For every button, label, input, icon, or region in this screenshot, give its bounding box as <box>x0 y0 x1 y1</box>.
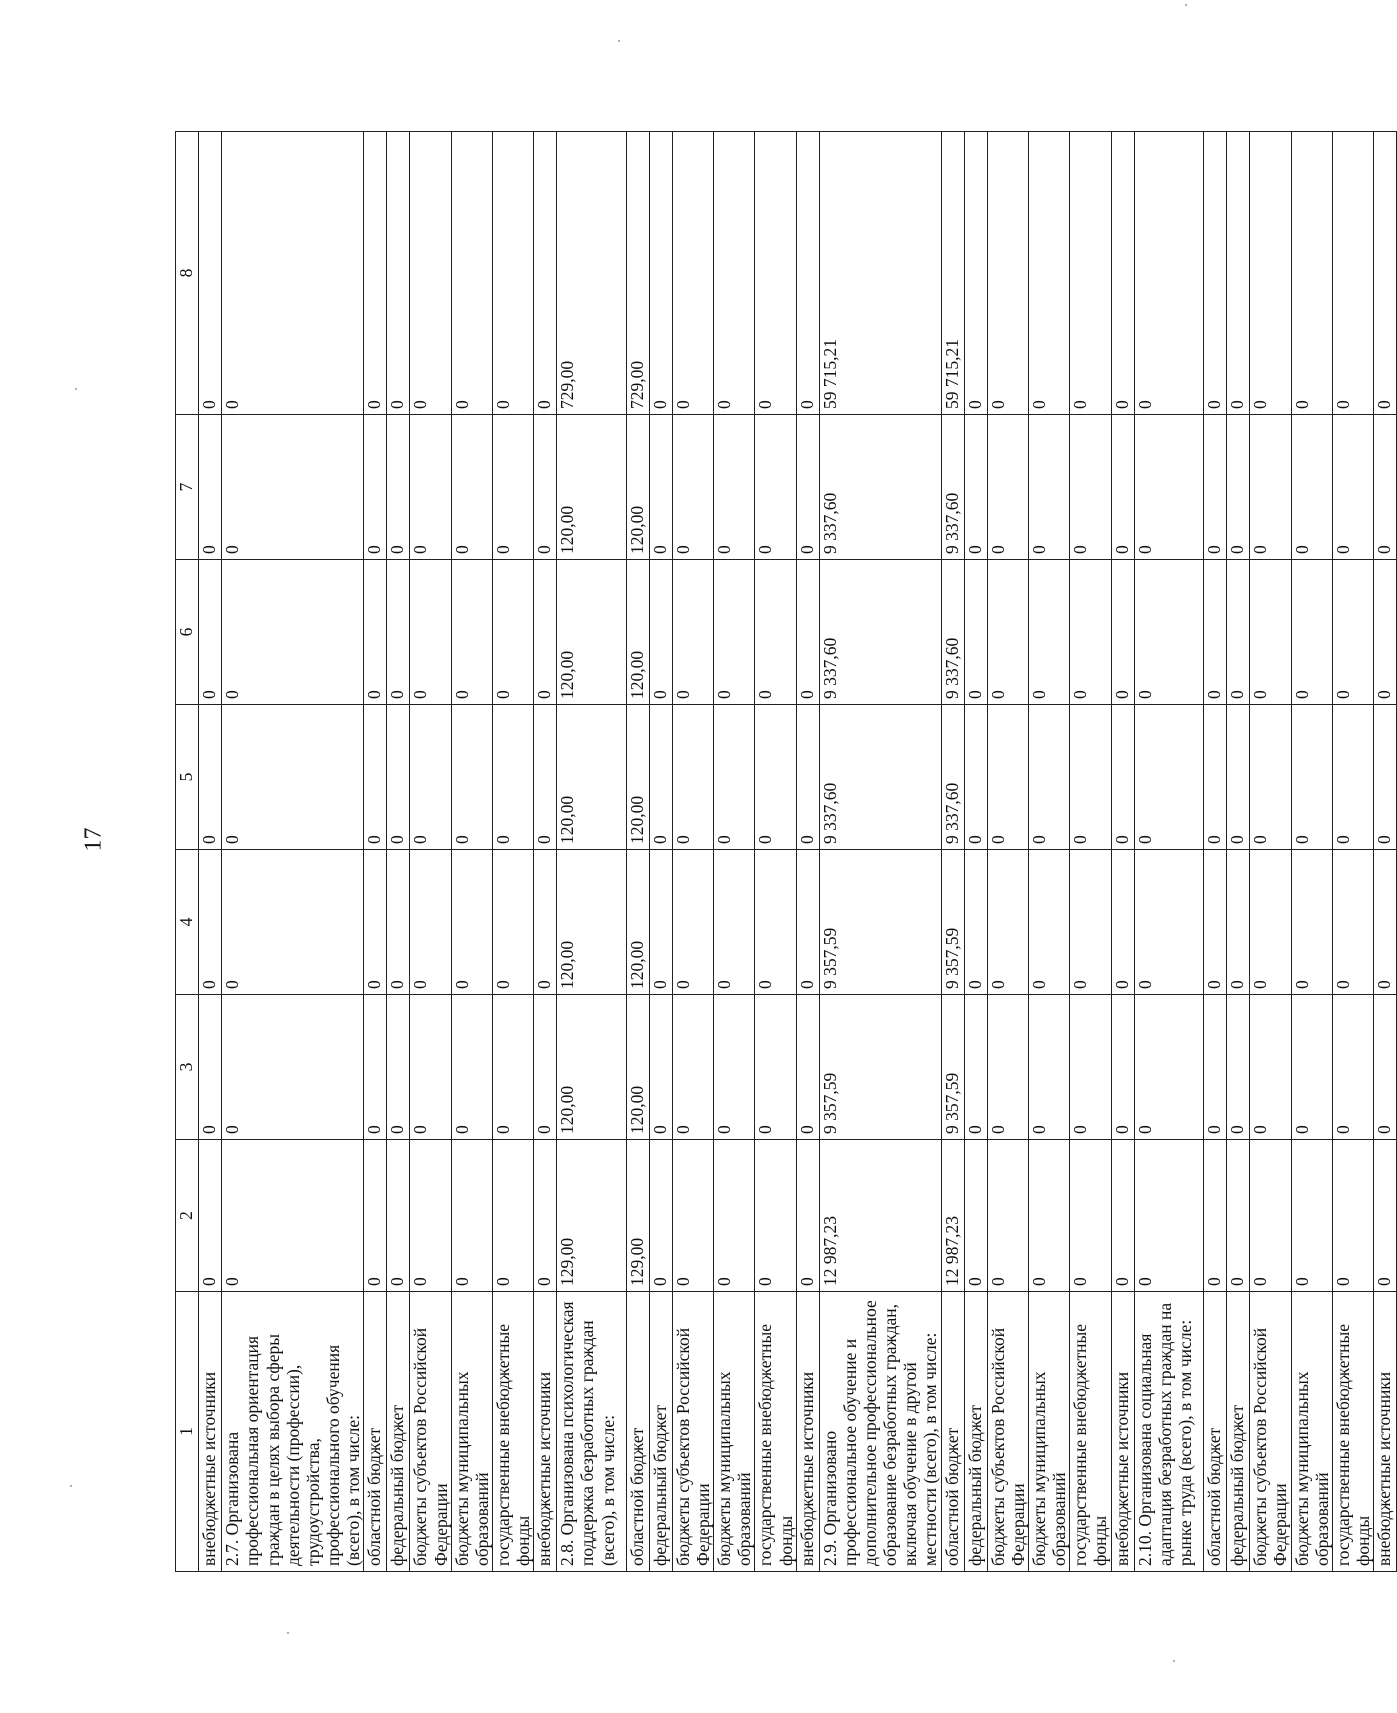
value-cell: 12 987,23 <box>819 1140 941 1292</box>
value-cell: 0 <box>199 995 222 1140</box>
value-cell: 0 <box>1070 560 1111 705</box>
value-cell: 0 <box>1134 705 1203 850</box>
table-row <box>1332 132 1373 1572</box>
value-cell: 0 <box>1227 705 1250 850</box>
value-cell: 0 <box>1250 995 1291 1140</box>
value-cell: 0 <box>649 415 672 560</box>
value-cell: 0 <box>1134 850 1203 995</box>
value-cell: 0 <box>222 560 364 705</box>
value-cell: 0 <box>964 995 987 1140</box>
value-cell: 0 <box>387 705 410 850</box>
value-cell: 0 <box>796 995 819 1140</box>
value-cell: 120,00 <box>557 850 626 995</box>
table-row <box>387 132 410 1572</box>
page-number: 17 <box>80 827 107 852</box>
value-cell: 0 <box>672 560 713 705</box>
value-cell: 0 <box>796 560 819 705</box>
value-cell: 0 <box>1134 415 1203 560</box>
table-row <box>941 132 964 1572</box>
value-cell: 9 337,60 <box>941 415 964 560</box>
value-cell: 0 <box>1111 560 1134 705</box>
value-cell: 0 <box>714 850 755 995</box>
value-cell: 0 <box>649 705 672 850</box>
column-number-header: 2 <box>176 1140 199 1292</box>
value-cell: 120,00 <box>557 560 626 705</box>
value-cell: 0 <box>199 705 222 850</box>
value-cell: 0 <box>1029 1140 1070 1292</box>
value-cell: 0 <box>451 705 492 850</box>
value-cell: 0 <box>364 995 387 1140</box>
value-cell: 0 <box>451 850 492 995</box>
row-label: 2.7. Организована профессиональная ориентация граждан в целях выбора сферы деятельности (профессии), трудоустройства, профессионального обучения (всего), в том числе: <box>222 1292 364 1572</box>
table-row <box>1227 132 1250 1572</box>
value-cell: 0 <box>410 132 451 415</box>
value-cell: 0 <box>410 705 451 850</box>
value-cell: 0 <box>987 415 1028 560</box>
value-cell: 0 <box>1204 415 1227 560</box>
value-cell: 0 <box>199 132 222 415</box>
value-cell: 120,00 <box>626 995 649 1140</box>
value-cell: 0 <box>534 560 557 705</box>
table-row <box>222 132 364 1572</box>
value-cell: 0 <box>364 705 387 850</box>
value-cell: 0 <box>755 560 796 705</box>
value-cell: 0 <box>222 850 364 995</box>
value-cell: 0 <box>1070 132 1111 415</box>
value-cell: 0 <box>1111 995 1134 1140</box>
value-cell: 0 <box>1227 415 1250 560</box>
value-cell: 0 <box>1250 1140 1291 1292</box>
value-cell: 0 <box>1070 705 1111 850</box>
row-label: государственные внебюджетные фонды <box>755 1292 796 1572</box>
value-cell: 0 <box>492 705 533 850</box>
value-cell: 120,00 <box>626 415 649 560</box>
column-number-header: 8 <box>176 132 199 415</box>
value-cell: 0 <box>1291 1140 1332 1292</box>
value-cell: 9 337,60 <box>819 705 941 850</box>
value-cell: 0 <box>1070 1140 1111 1292</box>
value-cell: 0 <box>364 415 387 560</box>
table-row <box>364 132 387 1572</box>
column-number-header: 6 <box>176 560 199 705</box>
value-cell: 0 <box>222 1140 364 1292</box>
value-cell: 0 <box>755 705 796 850</box>
value-cell: 0 <box>387 415 410 560</box>
value-cell: 0 <box>1291 850 1332 995</box>
value-cell: 0 <box>410 995 451 1140</box>
value-cell: 0 <box>796 415 819 560</box>
value-cell: 9 357,59 <box>819 850 941 995</box>
row-label: 2.10. Организована социальная адаптация безработных граждан на рынке труда (всего), в том числе: <box>1134 1292 1203 1572</box>
value-cell: 0 <box>451 995 492 1140</box>
row-label: бюджеты муниципальных образований <box>1291 1292 1332 1572</box>
value-cell: 0 <box>649 1140 672 1292</box>
value-cell: 0 <box>1250 132 1291 415</box>
value-cell: 0 <box>451 1140 492 1292</box>
row-label: бюджеты муниципальных образований <box>1029 1292 1070 1572</box>
value-cell: 129,00 <box>557 1140 626 1292</box>
value-cell: 0 <box>714 705 755 850</box>
value-cell: 0 <box>672 415 713 560</box>
value-cell: 0 <box>492 1140 533 1292</box>
value-cell: 0 <box>987 705 1028 850</box>
column-number-header: 3 <box>176 995 199 1140</box>
value-cell: 9 357,59 <box>941 995 964 1140</box>
value-cell: 120,00 <box>626 560 649 705</box>
value-cell: 0 <box>796 132 819 415</box>
value-cell: 0 <box>492 415 533 560</box>
value-cell: 0 <box>1291 132 1332 415</box>
row-label: внебюджетные источники <box>796 1292 819 1572</box>
value-cell: 0 <box>964 705 987 850</box>
value-cell: 0 <box>714 995 755 1140</box>
table-row <box>796 132 819 1572</box>
table-header-row <box>176 132 199 1572</box>
value-cell: 0 <box>1332 132 1373 415</box>
value-cell: 0 <box>1111 850 1134 995</box>
row-label: федеральный бюджет <box>387 1292 410 1572</box>
row-label: областной бюджет <box>626 1292 649 1572</box>
value-cell: 0 <box>1291 560 1332 705</box>
value-cell: 0 <box>1332 850 1373 995</box>
row-label: областной бюджет <box>941 1292 964 1572</box>
row-label: внебюджетные источники <box>199 1292 222 1572</box>
value-cell: 9 337,60 <box>941 705 964 850</box>
value-cell: 0 <box>649 132 672 415</box>
value-cell: 0 <box>964 132 987 415</box>
value-cell: 0 <box>534 850 557 995</box>
row-label: государственные внебюджетные фонды <box>1332 1292 1373 1572</box>
value-cell: 0 <box>492 132 533 415</box>
table-row <box>819 132 941 1572</box>
value-cell: 0 <box>1332 560 1373 705</box>
value-cell: 0 <box>672 1140 713 1292</box>
row-label: внебюджетные источники <box>1374 1292 1397 1572</box>
value-cell: 0 <box>1374 1140 1397 1292</box>
value-cell: 0 <box>364 850 387 995</box>
value-cell: 0 <box>672 132 713 415</box>
value-cell: 0 <box>364 132 387 415</box>
table-row <box>492 132 533 1572</box>
value-cell: 0 <box>1250 560 1291 705</box>
row-label: бюджеты субъектов Российской Федерации <box>987 1292 1028 1572</box>
value-cell: 0 <box>492 995 533 1140</box>
table-row <box>1291 132 1332 1572</box>
value-cell: 0 <box>1250 850 1291 995</box>
value-cell: 0 <box>672 705 713 850</box>
rotated-table-wrapper <box>175 132 1394 1572</box>
value-cell: 0 <box>964 415 987 560</box>
value-cell: 0 <box>199 560 222 705</box>
table-row <box>626 132 649 1572</box>
value-cell: 0 <box>222 705 364 850</box>
value-cell: 0 <box>1070 995 1111 1140</box>
value-cell: 0 <box>534 705 557 850</box>
value-cell: 0 <box>492 560 533 705</box>
value-cell: 0 <box>1374 415 1397 560</box>
row-label: бюджеты субъектов Российской Федерации <box>1250 1292 1291 1572</box>
value-cell: 0 <box>649 850 672 995</box>
value-cell: 0 <box>714 1140 755 1292</box>
value-cell: 0 <box>451 132 492 415</box>
value-cell: 0 <box>987 850 1028 995</box>
value-cell: 0 <box>1029 132 1070 415</box>
table-row <box>199 132 222 1572</box>
table-row <box>534 132 557 1572</box>
value-cell: 0 <box>1374 850 1397 995</box>
value-cell: 0 <box>755 850 796 995</box>
value-cell: 0 <box>1291 995 1332 1140</box>
value-cell: 0 <box>1374 995 1397 1140</box>
value-cell: 0 <box>410 415 451 560</box>
value-cell: 0 <box>1111 705 1134 850</box>
value-cell: 0 <box>451 415 492 560</box>
table-row <box>1204 132 1227 1572</box>
value-cell: 59 715,21 <box>819 132 941 415</box>
value-cell: 0 <box>534 1140 557 1292</box>
value-cell: 0 <box>410 560 451 705</box>
value-cell: 120,00 <box>557 415 626 560</box>
value-cell: 0 <box>1111 415 1134 560</box>
value-cell: 9 357,59 <box>941 850 964 995</box>
value-cell: 0 <box>1374 132 1397 415</box>
value-cell: 0 <box>1204 560 1227 705</box>
table-row <box>755 132 796 1572</box>
value-cell: 0 <box>199 415 222 560</box>
value-cell: 0 <box>964 560 987 705</box>
table-row <box>1029 132 1070 1572</box>
value-cell: 0 <box>714 132 755 415</box>
row-label: 2.9. Организовано профессиональное обучение и дополнительное профессиональное образование безработных граждан, включая обучение в другой местности (всего), в том числе: <box>819 1292 941 1572</box>
table-row <box>1111 132 1134 1572</box>
value-cell: 0 <box>1291 705 1332 850</box>
value-cell: 0 <box>755 415 796 560</box>
value-cell: 0 <box>1227 995 1250 1140</box>
value-cell: 729,00 <box>626 132 649 415</box>
value-cell: 9 337,60 <box>819 415 941 560</box>
column-number-header: 5 <box>176 705 199 850</box>
value-cell: 0 <box>964 850 987 995</box>
value-cell: 0 <box>714 560 755 705</box>
value-cell: 0 <box>1374 560 1397 705</box>
value-cell: 120,00 <box>557 705 626 850</box>
value-cell: 0 <box>987 1140 1028 1292</box>
value-cell: 0 <box>1332 1140 1373 1292</box>
value-cell: 0 <box>387 560 410 705</box>
value-cell: 0 <box>1374 705 1397 850</box>
value-cell: 0 <box>672 995 713 1140</box>
value-cell: 0 <box>387 995 410 1140</box>
value-cell: 59 715,21 <box>941 132 964 415</box>
value-cell: 0 <box>1070 850 1111 995</box>
value-cell: 0 <box>672 850 713 995</box>
value-cell: 0 <box>714 415 755 560</box>
value-cell: 0 <box>1204 705 1227 850</box>
value-cell: 0 <box>1250 415 1291 560</box>
value-cell: 9 337,60 <box>941 560 964 705</box>
table-row <box>987 132 1028 1572</box>
value-cell: 0 <box>1227 850 1250 995</box>
column-number-header: 1 <box>176 1292 199 1572</box>
row-label: внебюджетные источники <box>534 1292 557 1572</box>
value-cell: 0 <box>796 705 819 850</box>
value-cell: 0 <box>1070 415 1111 560</box>
table-row <box>451 132 492 1572</box>
value-cell: 0 <box>410 850 451 995</box>
value-cell: 0 <box>987 995 1028 1140</box>
value-cell: 0 <box>1029 415 1070 560</box>
value-cell: 129,00 <box>626 1140 649 1292</box>
value-cell: 0 <box>796 850 819 995</box>
value-cell: 0 <box>1332 415 1373 560</box>
value-cell: 0 <box>492 850 533 995</box>
value-cell: 0 <box>1250 705 1291 850</box>
row-label: внебюджетные источники <box>1111 1292 1134 1572</box>
value-cell: 0 <box>1134 132 1203 415</box>
value-cell: 0 <box>1111 132 1134 415</box>
value-cell: 0 <box>1204 850 1227 995</box>
value-cell: 729,00 <box>557 132 626 415</box>
value-cell: 0 <box>1029 850 1070 995</box>
value-cell: 0 <box>1227 1140 1250 1292</box>
value-cell: 0 <box>1204 995 1227 1140</box>
value-cell: 0 <box>199 850 222 995</box>
value-cell: 0 <box>410 1140 451 1292</box>
table-row <box>1070 132 1111 1572</box>
table-row <box>672 132 713 1572</box>
row-label: бюджеты субъектов Российской Федерации <box>672 1292 713 1572</box>
value-cell: 0 <box>755 1140 796 1292</box>
value-cell: 0 <box>1111 1140 1134 1292</box>
value-cell: 0 <box>1332 705 1373 850</box>
value-cell: 0 <box>987 132 1028 415</box>
row-label: областной бюджет <box>364 1292 387 1572</box>
value-cell: 0 <box>534 415 557 560</box>
value-cell: 0 <box>964 1140 987 1292</box>
value-cell: 0 <box>649 560 672 705</box>
value-cell: 0 <box>387 850 410 995</box>
row-label: федеральный бюджет <box>1227 1292 1250 1572</box>
value-cell: 0 <box>1227 560 1250 705</box>
row-label: 2.8. Организована психологическая поддержка безработных граждан (всего), в том числе: <box>557 1292 626 1572</box>
row-label: областной бюджет <box>1204 1292 1227 1572</box>
table-row <box>1134 132 1203 1572</box>
value-cell: 9 357,59 <box>819 995 941 1140</box>
table-row <box>1374 132 1397 1572</box>
value-cell: 120,00 <box>626 850 649 995</box>
row-label: государственные внебюджетные фонды <box>1070 1292 1111 1572</box>
value-cell: 12 987,23 <box>941 1140 964 1292</box>
value-cell: 9 337,60 <box>819 560 941 705</box>
value-cell: 0 <box>222 132 364 415</box>
value-cell: 0 <box>387 1140 410 1292</box>
value-cell: 0 <box>1134 560 1203 705</box>
value-cell: 0 <box>364 560 387 705</box>
value-cell: 0 <box>1134 1140 1203 1292</box>
value-cell: 0 <box>796 1140 819 1292</box>
value-cell: 0 <box>534 995 557 1140</box>
value-cell: 0 <box>387 132 410 415</box>
value-cell: 0 <box>222 995 364 1140</box>
value-cell: 0 <box>1029 995 1070 1140</box>
value-cell: 0 <box>451 560 492 705</box>
table-row <box>557 132 626 1572</box>
value-cell: 0 <box>199 1140 222 1292</box>
row-label: федеральный бюджет <box>649 1292 672 1572</box>
row-label: бюджеты муниципальных образований <box>451 1292 492 1572</box>
funding-table <box>175 131 1397 1572</box>
value-cell: 0 <box>534 132 557 415</box>
value-cell: 0 <box>1204 132 1227 415</box>
value-cell: 0 <box>755 132 796 415</box>
column-number-header: 7 <box>176 415 199 560</box>
table-row <box>964 132 987 1572</box>
value-cell: 120,00 <box>626 705 649 850</box>
column-number-header: 4 <box>176 850 199 995</box>
table-row <box>410 132 451 1572</box>
value-cell: 0 <box>1227 132 1250 415</box>
value-cell: 0 <box>222 415 364 560</box>
value-cell: 0 <box>1029 705 1070 850</box>
value-cell: 0 <box>1134 995 1203 1140</box>
value-cell: 0 <box>1291 415 1332 560</box>
value-cell: 0 <box>1332 995 1373 1140</box>
value-cell: 0 <box>1204 1140 1227 1292</box>
row-label: государственные внебюджетные фонды <box>492 1292 533 1572</box>
row-label: федеральный бюджет <box>964 1292 987 1572</box>
value-cell: 120,00 <box>557 995 626 1140</box>
value-cell: 0 <box>364 1140 387 1292</box>
row-label: бюджеты субъектов Российской Федерации <box>410 1292 451 1572</box>
table-row <box>714 132 755 1572</box>
row-label: бюджеты муниципальных образований <box>714 1292 755 1572</box>
value-cell: 0 <box>1029 560 1070 705</box>
value-cell: 0 <box>755 995 796 1140</box>
value-cell: 0 <box>649 995 672 1140</box>
table-row <box>649 132 672 1572</box>
value-cell: 0 <box>987 560 1028 705</box>
table-row <box>1250 132 1291 1572</box>
